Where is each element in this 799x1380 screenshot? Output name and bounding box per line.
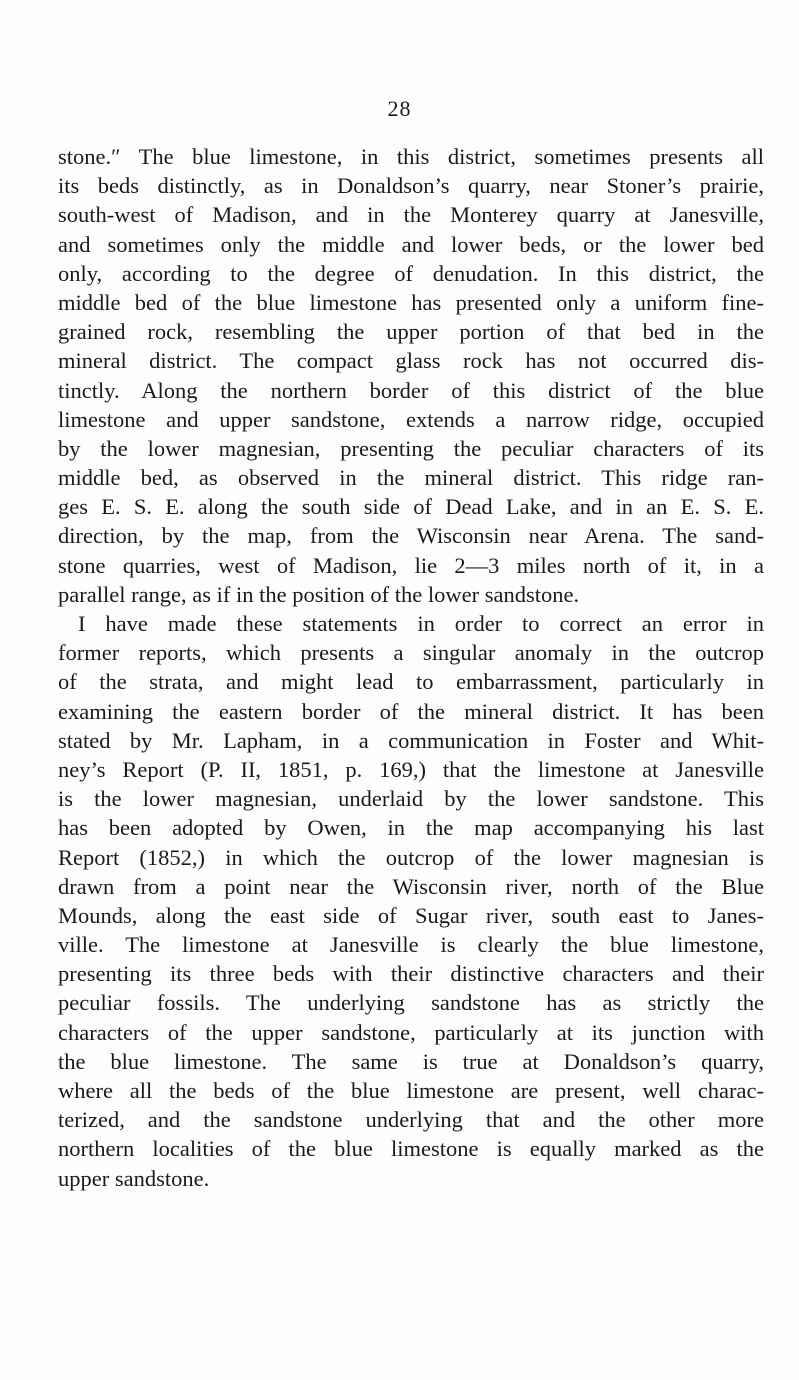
text-line: of the strata, and might lead to embarrassment, particularly in bbox=[58, 669, 764, 695]
text-line: stated by Mr. Lapham, in a communication in Foster and Whit- bbox=[58, 727, 764, 753]
text-line: direction, by the map, from the Wisconsin near Arena. The sand- bbox=[58, 523, 764, 549]
text-line: former reports, which presents a singular anomaly in the outcrop bbox=[58, 640, 764, 666]
text-line: has been adopted by Owen, in the map accompanying his last bbox=[58, 815, 764, 841]
page-number: 28 bbox=[387, 96, 412, 121]
text-line: upper sandstone. bbox=[58, 1165, 210, 1191]
text-line: presenting its three beds with their distinctive characters and their bbox=[58, 961, 764, 987]
text-line: and sometimes only the middle and lower beds, or the lower bed bbox=[58, 231, 764, 257]
text-line: tinctly. Along the northern border of this district of the blue bbox=[58, 377, 764, 403]
text-line: only, according to the degree of denudation. In this district, the bbox=[58, 260, 764, 286]
text-line: is the lower magnesian, underlaid by the lower sandstone. This bbox=[58, 786, 764, 812]
text-line: its beds distinctly, as in Donaldson’s quarry, near Stoner’s prairie, bbox=[58, 173, 764, 199]
text-line: parallel range, as if in the position of the lower sandstone. bbox=[58, 581, 580, 607]
text-line: Mounds, along the east side of Sugar river, south east to Janes- bbox=[58, 902, 764, 928]
text-line: south-west of Madison, and in the Monterey quarry at Janesville, bbox=[58, 202, 764, 228]
text-line: Report (1852,) in which the outcrop of the lower magnesian is bbox=[58, 844, 764, 870]
text-line: ges E. S. E. along the south side of Dead Lake, and in an E. S. E. bbox=[58, 494, 764, 520]
body-text bbox=[58, 142, 764, 1193]
text-line: stone quarries, west of Madison, lie 2—3 miles north of it, in a bbox=[58, 552, 764, 578]
text-line: mineral district. The compact glass rock has not occurred dis- bbox=[58, 348, 764, 374]
text-line: the blue limestone. The same is true at Donaldson’s quarry, bbox=[58, 1048, 764, 1074]
text-line: middle bed of the blue limestone has presented only a uniform fine- bbox=[58, 289, 764, 315]
text-line: drawn from a point near the Wisconsin river, north of the Blue bbox=[58, 873, 764, 899]
text-line: by the lower magnesian, presenting the peculiar characters of its bbox=[58, 435, 764, 461]
text-line: ville. The limestone at Janesville is clearly the blue limestone, bbox=[58, 932, 764, 958]
text-line: examining the eastern border of the mineral district. It has been bbox=[58, 698, 764, 724]
text-line: northern localities of the blue limestone is equally marked as the bbox=[58, 1136, 764, 1162]
text-line: grained rock, resembling the upper portion of that bed in the bbox=[58, 319, 764, 345]
text-line: stone.″ The blue limestone, in this district, sometimes presents all bbox=[58, 144, 764, 169]
text-line: middle bed, as observed in the mineral district. This ridge ran- bbox=[58, 465, 764, 491]
text-line: characters of the upper sandstone, particularly at its junction with bbox=[58, 1019, 764, 1045]
text-line: ney’s Report (P. II, 1851, p. 169,) that the limestone at Janesville bbox=[58, 756, 764, 782]
text-line: limestone and upper sandstone, extends a narrow ridge, occupied bbox=[58, 406, 764, 432]
text-line: terized, and the sandstone underlying that and the other more bbox=[58, 1107, 764, 1133]
paragraph-first-line: I have made these statements in order to correct an error in bbox=[78, 611, 764, 636]
text-line: peculiar fossils. The underlying sandstone has as strictly the bbox=[58, 990, 764, 1016]
text-line: where all the beds of the blue limestone are present, well charac- bbox=[58, 1078, 764, 1103]
